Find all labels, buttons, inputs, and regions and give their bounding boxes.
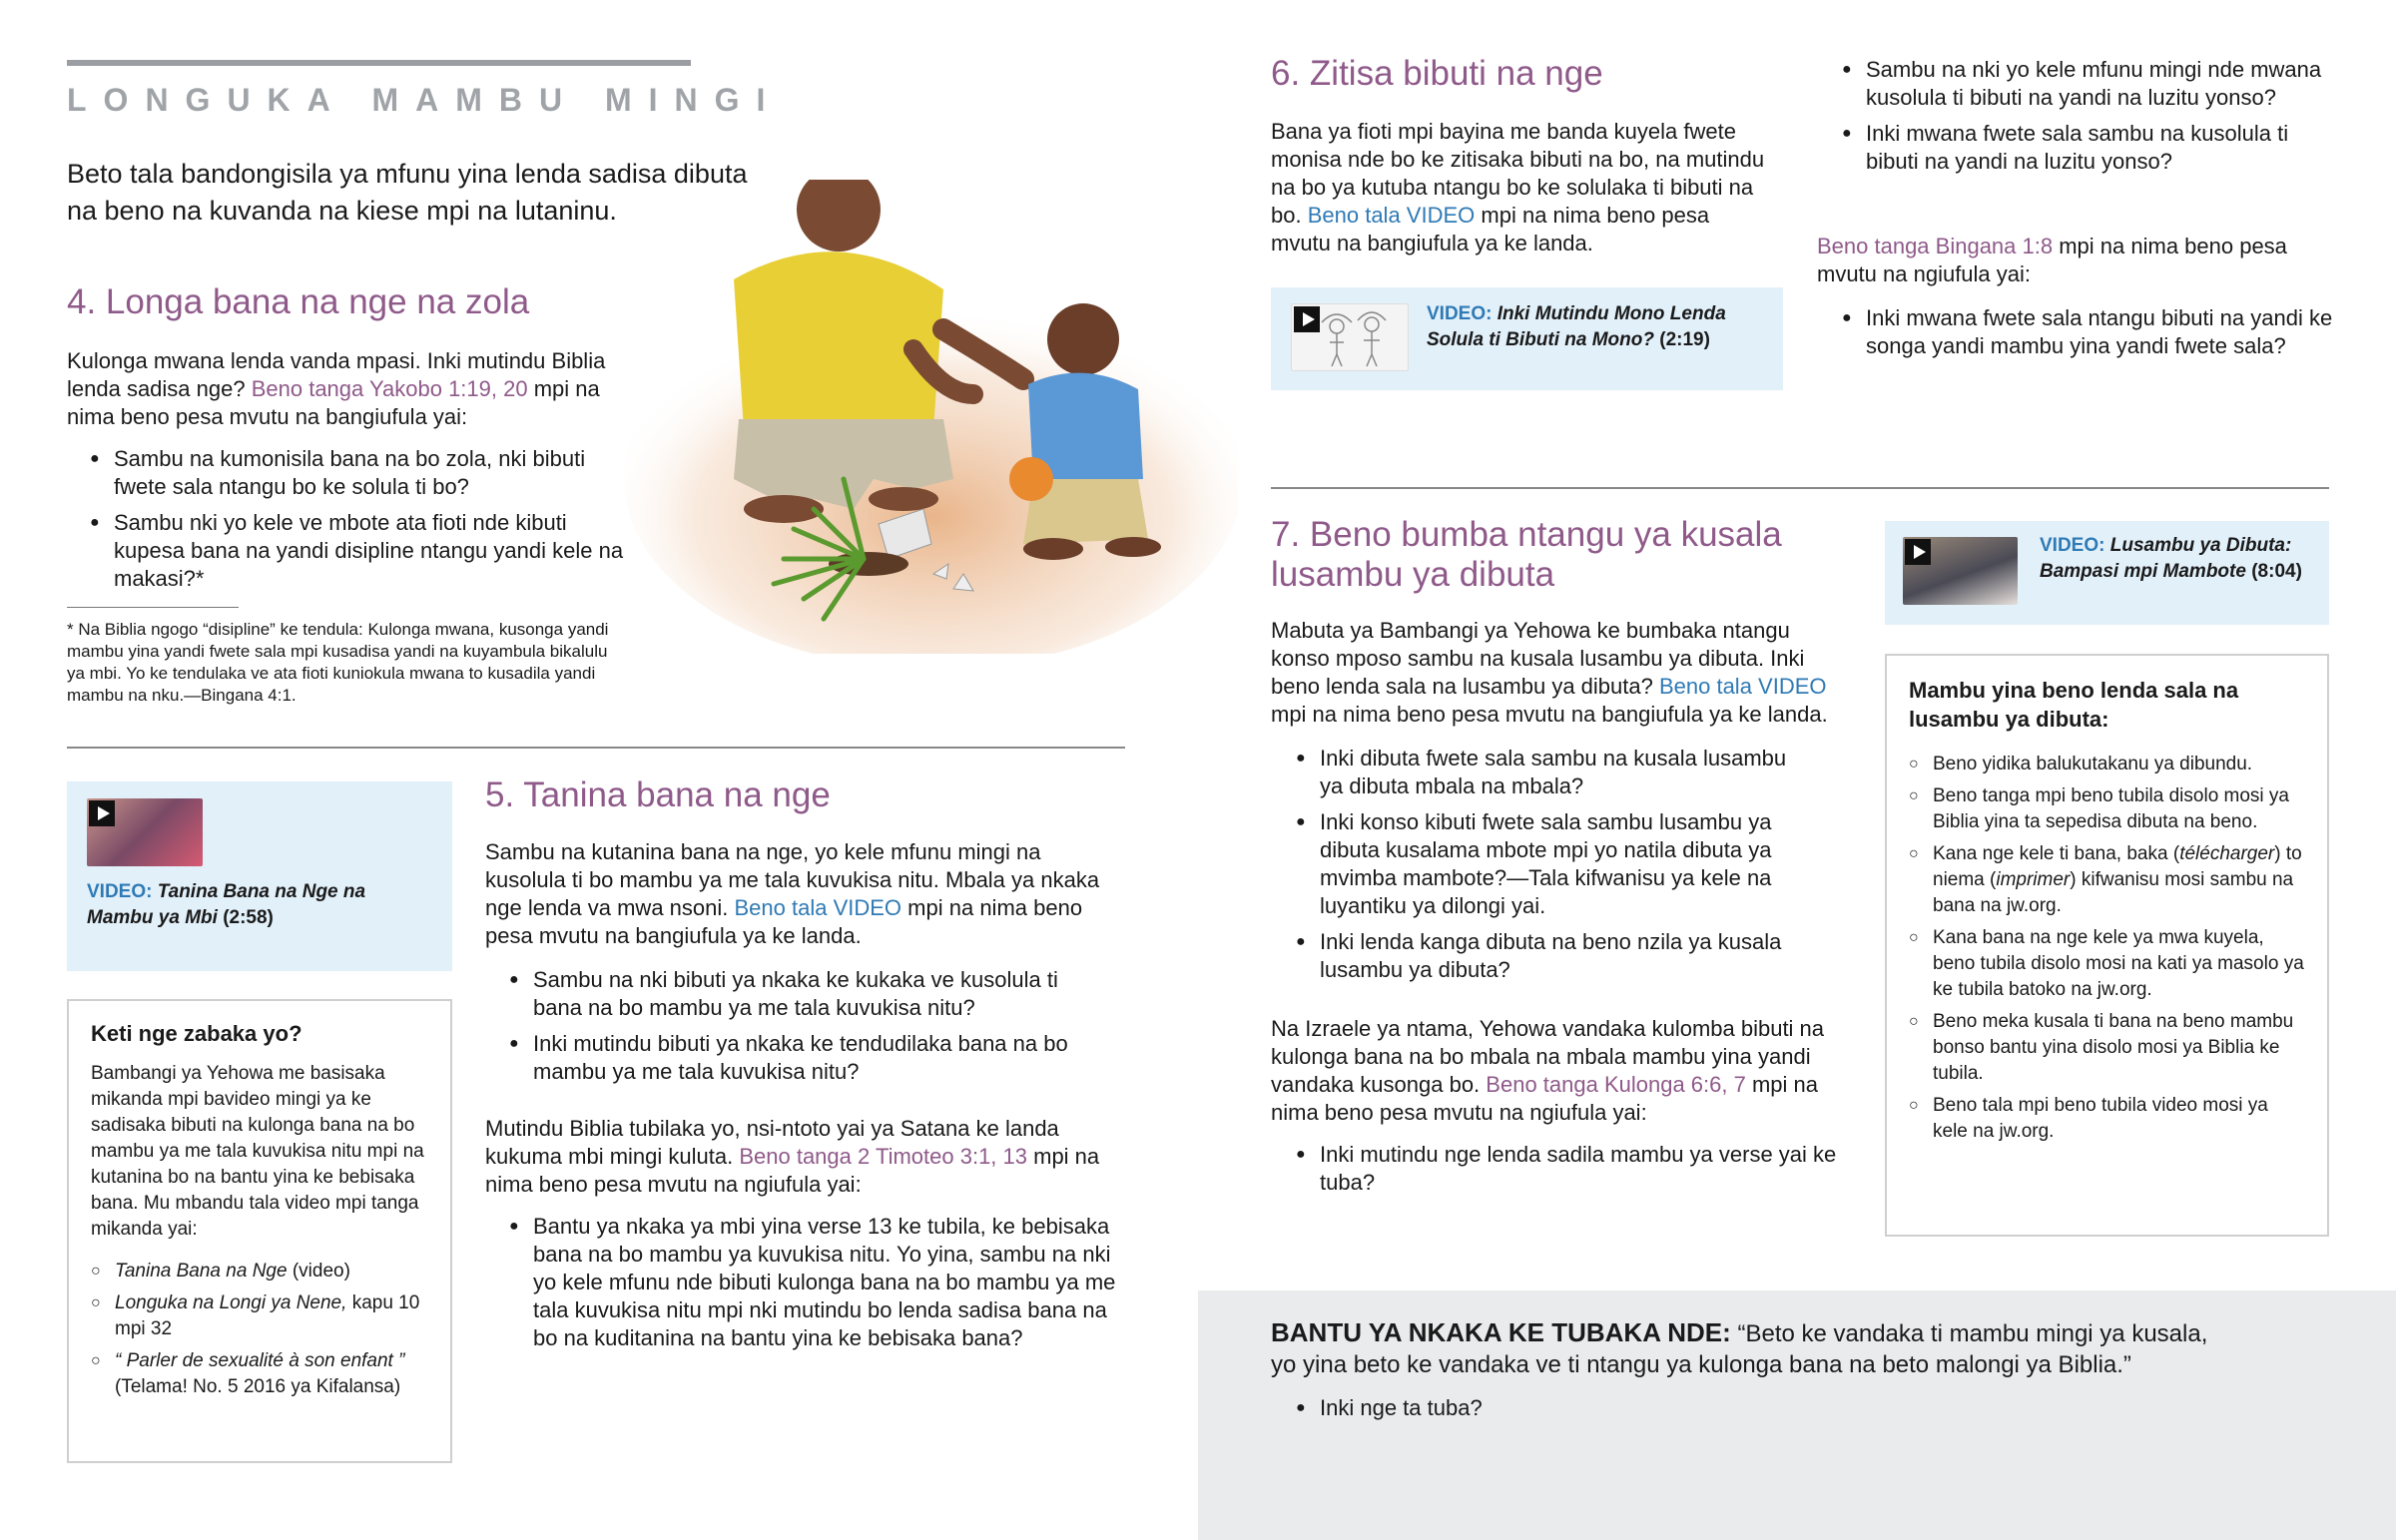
question-item: ● Inki mwana fwete sala ntangu bibuti na yandi ke songa yandi mambu yina yandi fwete sala? <box>1842 304 2341 360</box>
section-4-title: 4. Longa bana na nge na zola <box>67 282 530 321</box>
question-item: ● Bantu ya nkaka ya mbi yina verse 13 ke tubila, ke bebisaka bana na bo mambu ya kuvukisa nitu. Yo yina, sambu na nki yo kele mfunu nde bibuti kulonga bana na bo mambu ya me tala kuvukisa nitu mpi nki mutindu bo lenda sadisa bana na bo na kuditanina na bantu yina ke bebisaka bana? <box>509 1213 1118 1352</box>
did-you-know-box <box>67 999 452 1463</box>
resource-item[interactable]: ○ Tanina Bana na Nge (video) <box>91 1259 430 1284</box>
resource-item[interactable]: ○ “ Parler de sexualité à son enfant ” (Telama! No. 5 2016 ya Kifalansa) <box>91 1348 430 1400</box>
idea-item: ○ Kana bana na nge kele ya mwa kuyela, beno tubila disolo mosi na kati ya masolo ya ke tubila batoko na jw.org. <box>1909 925 2305 1003</box>
footnote-rule <box>67 607 239 608</box>
section-7-paragraph-1: Mabuta ya Bambangi ya Yehowa ke bumbaka ntangu konso mposo sambu na kusala lusambu ya dibuta. Inki beno lenda sala na lusambu ya dibuta? Beno tala VIDEO mpi na nima beno pesa mvutu na bangiufula ya ke landa. <box>1271 618 1828 727</box>
section-5-title: 5. Tanina bana na nge <box>485 775 831 814</box>
section-7-questions-2 <box>1296 1141 1855 1205</box>
section-7-paragraph-2: Na Izraele ya ntama, Yehowa vandaka kulomba bibuti na kulonga bana na bo mbala na mbala mambu yina yandi vandaka kusonga bo. Beno tanga Kulonga 6:6, 7 mpi na nima beno pesa mvutu na ngiufula yai: <box>1271 1016 1825 1125</box>
play-icon[interactable] <box>89 800 115 826</box>
box-title: Keti nge zabaka yo? <box>91 1021 302 1046</box>
idea-item: ○ Beno tala mpi beno tubila video mosi ya kele na jw.org. <box>1909 1093 2305 1145</box>
header-rule <box>67 60 691 66</box>
video-caption: VIDEO: Inki Mutindu Mono Lenda Solula ti Bibuti na Mono? (2:19) <box>1427 303 1726 350</box>
section-5-questions-2 <box>509 1213 1118 1360</box>
section-6-title: 6. Zitisa bibuti na nge <box>1271 54 1603 93</box>
illustration-father-son <box>614 180 1238 654</box>
video-box-tanina[interactable] <box>67 781 452 971</box>
question-item: ● Inki mwana fwete sala sambu na kusolula ti bibuti na yandi na luzitu yonso? <box>1842 120 2341 176</box>
idea-item: ○ Beno yidika balukutakanu ya dibundu. <box>1909 752 2305 777</box>
video-thumbnail[interactable] <box>87 798 203 866</box>
question-item: ● Sambu na kumonisila bana na bo zola, nki bibuti fwete sala ntangu bo ke solula ti bo? <box>90 445 629 501</box>
scripture-ref-yakobo[interactable]: Beno tanga Yakobo 1:19, 20 <box>251 376 528 401</box>
scripture-ref-timoteo[interactable]: Beno tanga 2 Timoteo 3:1, 13 <box>739 1144 1027 1169</box>
section-5-paragraph-2: Mutindu Biblia tubilaka yo, nsi-ntoto yai ya Satana ke landa kukuma mbi mingi kuluta. Beno tanga 2 Timoteo 3:1, 13 mpi na nima beno pesa mvutu na ngiufula yai: <box>485 1116 1100 1197</box>
family-worship-ideas-box <box>1885 654 2329 1237</box>
sketch-icon <box>1292 304 1408 370</box>
question-item: ● Inki mutindu bibuti ya nkaka ke tendudilaka bana na bo mambu ya me tala kuvukisa nitu? <box>509 1030 1108 1086</box>
objection-label: BANTU YA NKAKA KE TUBAKA NDE: <box>1271 1317 1731 1347</box>
objection-text: BANTU YA NKAKA KE TUBAKA NDE: “Beto ke vandaka ti mambu mingi ya kusala, yo yina beto ke vandaka ve ti ntangu ya kulonga bana na beto malongi ya Biblia.” <box>1271 1317 2208 1378</box>
section-5-paragraph-1: Sambu na kutanina bana na nge, yo kele mfunu mingi na kusolula ti bo mambu ya me tala kuvukisa nitu. Mbala ya nkaka nge lenda va mwa nsoni. Beno tala VIDEO mpi na nima beno pesa mvutu na bangiufula ya ke landa. <box>485 839 1100 948</box>
ideas-list <box>1909 752 2305 1145</box>
video-link[interactable]: Beno tala VIDEO <box>734 895 902 920</box>
resource-item[interactable]: ○ Longuka na Longi ya Nene, kapu 10 mpi 32 <box>91 1290 430 1342</box>
idea-item: ○ Beno tanga mpi beno tubila disolo mosi ya Biblia yina ta sepedisa dibuta na beno. <box>1909 783 2305 835</box>
video-caption: VIDEO: Tanina Bana na Nge na Mambu ya Mbi (2:58) <box>87 881 366 928</box>
video-thumbnail[interactable] <box>1903 537 2018 605</box>
divider-rule <box>67 747 1125 749</box>
section-6-paragraph: Bana ya fioti mpi bayina me banda kuyela fwete monisa nde bo ke zitisaka bibuti na bo, na mutindu na bo ya kutuba ntangu bo ke solulaka ti bibuti na bo. Beno tala VIDEO mpi na nima beno pesa mvutu na bangiufula ya ke landa. <box>1271 119 1765 256</box>
question-item: ● Inki konso kibuti fwete sala sambu lusambu ya dibuta kusalama mbote mpi yo natila dibuta ya mvimba mambote?—Tala kifwanisu ya kele na luyantiku ya dilongi yai. <box>1296 808 1815 920</box>
footnote: * Na Biblia ngogo “disipline” ke tendula: Kulonga mwana, kusonga yandi mambu yina yandi fwete sala mpi kusadisa yandi na kuyambula bikalulu ya mbi. Yo ke tendulaka ve ata fioti kuniokula mwana to kusadila yandi mambu na nku.—Bingana 4:1. <box>67 620 609 705</box>
question-item: ● Sambu nki yo kele ve mbote ata fioti nde kibuti kupesa bana na yandi disipline ntangu yandi kele na makasi?* <box>90 509 629 593</box>
section-6-questions-1 <box>1842 56 2341 184</box>
section-6-ref-paragraph: Beno tanga Bingana 1:8 mpi na nima beno pesa mvutu na ngiufula yai: <box>1817 234 2287 286</box>
question-item: ● Inki dibuta fwete sala sambu na kusala lusambu ya dibuta mbala na mbala? <box>1296 745 1815 800</box>
video-box-lusambu[interactable] <box>1885 521 2329 625</box>
question-item: ● Inki mutindu nge lenda sadila mambu ya verse yai ke tuba? <box>1296 1141 1855 1197</box>
play-icon[interactable] <box>1905 539 1931 565</box>
idea-item: ○ Kana nge kele ti bana, baka (télécharger) to niema (imprimer) kifwanisu mosi sambu na bana na jw.org. <box>1909 841 2305 919</box>
scripture-ref-bingana[interactable]: Beno tanga Bingana 1:8 <box>1817 234 2054 258</box>
intro-text: Beto tala bandongisila ya mfunu yina lenda sadisa dibuta na beno na kuvanda na kiese mpi na lutaninu. <box>67 159 748 226</box>
section-header: LONGUKA MAMBU MINGI <box>67 82 783 118</box>
section-7-title: 7. Beno bumba ntangu ya kusala lusambu ya dibuta <box>1271 515 1782 594</box>
objection-question <box>1296 1394 1895 1430</box>
divider-rule <box>1271 487 2329 489</box>
section-7-questions-1 <box>1296 745 1815 992</box>
section-4-paragraph: Kulonga mwana lenda vanda mpasi. Inki mutindu Biblia lenda sadisa nge? Beno tanga Yakobo 1:19, 20 mpi na nima beno pesa mvutu na bangiufula yai: <box>67 348 606 429</box>
question-item: ● Inki lenda kanga dibuta na beno nzila ya kusala lusambu ya dibuta? <box>1296 928 1815 984</box>
box-text: Bambangi ya Yehowa me basisaka mikanda mpi bavideo mingi ya ke sadisaka bibuti na kulonga bana na bo mambu ya me tala kuvukisa nitu mpi na kutanina bo na bantu yina ke bebisaka bana. Mu mbandu tala video mpi tanga mikanda yai: <box>91 1063 424 1240</box>
section-5-questions-1 <box>509 966 1108 1094</box>
video-box-solula[interactable] <box>1271 287 1783 390</box>
question-item: ● Sambu na nki yo kele mfunu mingi nde mwana kusolula ti bibuti na yandi na luzitu yonso? <box>1842 56 2341 112</box>
scripture-ref-kulonga[interactable]: Beno tanga Kulonga 6:6, 7 <box>1486 1072 1746 1097</box>
video-caption: VIDEO: Lusambu ya Dibuta: Bampasi mpi Mambote (8:04) <box>2040 535 2302 582</box>
video-link[interactable]: Beno tala VIDEO <box>1658 674 1827 699</box>
box-title: Mambu yina beno lenda sala na lusambu ya dibuta: <box>1909 678 2239 732</box>
idea-item: ○ Beno meka kusala ti bana na beno mambu bonso bantu yina disolo mosi ya Biblia ke tubila. <box>1909 1009 2305 1087</box>
resource-list <box>91 1259 430 1400</box>
question-item: ● Sambu na nki bibuti ya nkaka ke kukaka ve kusolula ti bana na bo mambu ya me tala kuvukisa nitu? <box>509 966 1108 1022</box>
video-thumbnail[interactable] <box>1291 303 1409 371</box>
section-6-questions-2 <box>1842 304 2341 368</box>
section-4-questions <box>90 445 629 601</box>
video-link[interactable]: Beno tala VIDEO <box>1307 203 1476 228</box>
question-item: ● Inki nge ta tuba? <box>1296 1394 1895 1422</box>
